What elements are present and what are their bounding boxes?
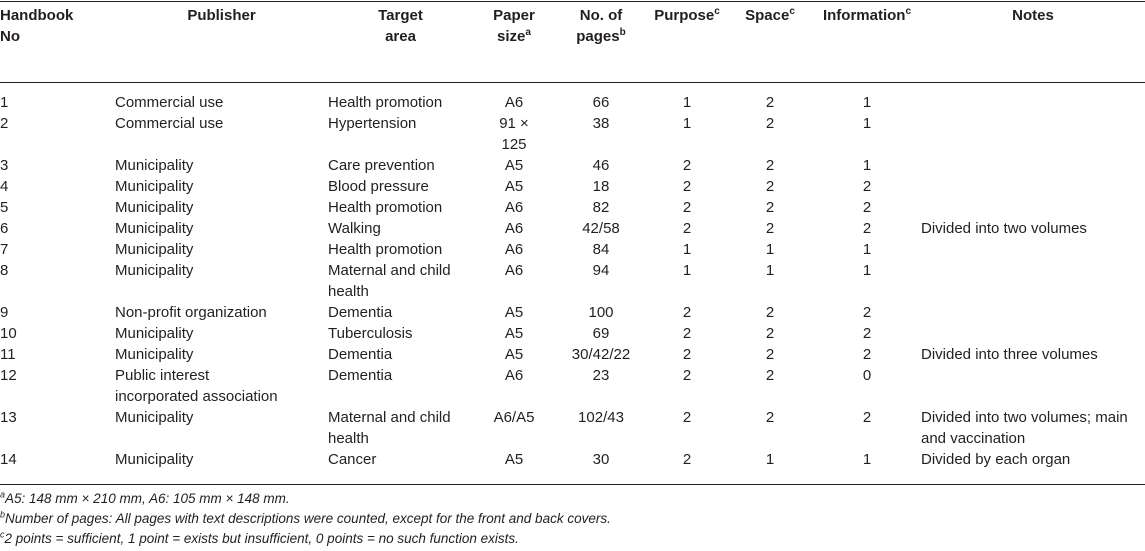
cell-target-area: Dementia	[328, 367, 393, 384]
header-information: Information$^c$	[822, 6, 912, 24]
cell-paper-size: A6	[504, 94, 524, 111]
top-rule	[0, 1, 1145, 2]
header-purpose: Purpose$^c$	[654, 6, 720, 24]
cell-target-area: Cancer	[328, 451, 377, 468]
cell-notes	[921, 260, 1145, 302]
cell-paper-size: A6	[504, 262, 524, 279]
cell-handbook-no: 9	[0, 304, 9, 321]
cell-information: 1	[862, 451, 872, 468]
cell-no-of-pages: 69	[592, 325, 610, 342]
cell-publisher: Municipality	[115, 451, 194, 468]
cell-purpose: 2	[682, 178, 692, 195]
cell-publisher: Municipality	[115, 262, 194, 279]
table-row	[0, 344, 1145, 365]
footnotes	[0, 489, 1145, 549]
cell-purpose: 1	[682, 262, 692, 279]
cell-purpose: 2	[682, 304, 692, 321]
cell-handbook-no: 13	[0, 409, 17, 426]
cell-notes: Divided by each organ	[921, 451, 1071, 468]
cell-target-area: Tuberculosis	[328, 325, 413, 342]
cell-purpose: 1	[682, 241, 692, 258]
cell-space: 1	[765, 262, 775, 279]
cell-space: 2	[765, 325, 775, 342]
cell-purpose: 2	[682, 220, 692, 237]
cell-no-of-pages: 100	[588, 304, 614, 321]
cell-target-area: Health promotion	[328, 94, 443, 111]
cell-space: 2	[765, 157, 775, 174]
cell-no-of-pages: 30/42/22	[571, 346, 631, 363]
cell-target-area: Hypertension	[328, 115, 417, 132]
cell-target-area: Dementia	[328, 346, 393, 363]
cell-information: 1	[862, 115, 872, 132]
cell-notes	[921, 155, 1145, 176]
cell-paper-size: A6	[504, 367, 524, 384]
cell-handbook-no: 8	[0, 262, 9, 279]
cell-no-of-pages: 30	[592, 451, 610, 468]
cell-notes: Divided into two volumes; main and vaccination	[921, 409, 1128, 447]
footnote-a: $^a$A5: 148 mm × 210 mm, A6: 105 mm × 148 mm.	[0, 489, 290, 506]
cell-space: 2	[765, 178, 775, 195]
table-row	[0, 82, 1145, 113]
cell-no-of-pages: 38	[592, 115, 610, 132]
table-row	[0, 197, 1145, 218]
cell-space: 1	[765, 451, 775, 468]
table-row	[0, 113, 1145, 155]
cell-notes	[921, 197, 1145, 218]
cell-space: 2	[765, 367, 775, 384]
cell-handbook-no: 2	[0, 115, 9, 132]
cell-notes: Divided into three volumes	[921, 346, 1098, 363]
cell-information: 2	[862, 409, 872, 426]
cell-no-of-pages: 66	[592, 94, 610, 111]
cell-information: 1	[862, 94, 872, 111]
cell-space: 2	[765, 409, 775, 426]
cell-purpose: 2	[682, 325, 692, 342]
cell-space: 2	[765, 115, 775, 132]
cell-target-area: Maternal and child health	[328, 262, 451, 300]
cell-handbook-no: 3	[0, 157, 9, 174]
footnote-b: $^b$Number of pages: All pages with text descriptions were counted, except for the front and back covers.	[0, 509, 611, 526]
cell-publisher: Municipality	[115, 157, 194, 174]
cell-information: 2	[862, 325, 872, 342]
cell-information: 1	[862, 157, 872, 174]
cell-no-of-pages: 82	[592, 199, 610, 216]
cell-notes: Divided into two volumes	[921, 220, 1087, 237]
table-row	[0, 302, 1145, 323]
cell-purpose: 2	[682, 157, 692, 174]
cell-paper-size: A5	[504, 157, 524, 174]
cell-handbook-no: 7	[0, 241, 9, 258]
cell-handbook-no: 11	[0, 346, 16, 363]
cell-purpose: 1	[682, 94, 692, 111]
cell-handbook-no: 1	[0, 94, 9, 111]
cell-paper-size: A5	[504, 451, 524, 468]
cell-paper-size: A5	[504, 325, 524, 342]
cell-purpose: 2	[682, 409, 692, 426]
cell-information: 1	[862, 262, 872, 279]
cell-target-area: Blood pressure	[328, 178, 429, 195]
cell-handbook-no: 10	[0, 325, 17, 342]
table-row	[0, 218, 1145, 239]
header-paper-size: Paper size$^a$	[493, 7, 535, 45]
table-row	[0, 365, 1145, 407]
header-no-of-pages-sup: b	[619, 27, 626, 38]
cell-information: 0	[862, 367, 872, 384]
table-row	[0, 176, 1145, 197]
cell-notes	[921, 82, 1145, 113]
cell-purpose: 2	[682, 199, 692, 216]
cell-target-area: Dementia	[328, 304, 393, 321]
cell-publisher: Municipality	[115, 220, 194, 237]
header-purpose-sup: c	[714, 6, 720, 17]
cell-space: 2	[765, 346, 775, 363]
header-space: Space$^c$	[745, 6, 795, 24]
cell-information: 2	[862, 199, 872, 216]
cell-no-of-pages: 46	[592, 157, 610, 174]
header-publisher: Publisher	[187, 7, 256, 24]
cell-information: 2	[862, 220, 872, 237]
cell-target-area: Care prevention	[328, 157, 435, 174]
cell-paper-size: A6	[504, 220, 524, 237]
header-information-sup: c	[905, 6, 912, 17]
cell-paper-size: A5	[504, 304, 524, 321]
cell-publisher: Municipality	[115, 241, 194, 258]
table-row	[0, 323, 1145, 344]
bottom-rule	[0, 484, 1145, 485]
cell-notes	[921, 365, 1145, 407]
header-no-of-pages: No. of pages$^b$	[576, 7, 626, 45]
cell-paper-size: A6	[504, 241, 524, 258]
cell-no-of-pages: 102/43	[578, 409, 624, 426]
table-row	[0, 260, 1145, 302]
cell-target-area: Health promotion	[328, 199, 443, 216]
cell-space: 2	[765, 304, 775, 321]
cell-information: 2	[862, 178, 872, 195]
cell-target-area: Maternal and child health	[328, 409, 451, 447]
cell-no-of-pages: 94	[592, 262, 610, 279]
cell-paper-size: A5	[504, 178, 524, 195]
cell-paper-size: A6	[504, 199, 524, 216]
table-row	[0, 449, 1145, 470]
cell-notes	[921, 113, 1145, 155]
header-target-area: Target area	[378, 7, 423, 45]
cell-handbook-no: 5	[0, 199, 9, 216]
cell-handbook-no: 12	[0, 367, 17, 384]
header-row	[0, 5, 1145, 82]
cell-no-of-pages: 84	[592, 241, 610, 258]
cell-publisher: Municipality	[115, 346, 194, 363]
cell-space: 2	[765, 94, 775, 111]
cell-publisher: Municipality	[115, 199, 194, 216]
handbook-table	[0, 5, 1145, 470]
cell-publisher: Municipality	[115, 409, 194, 426]
table-row	[0, 239, 1145, 260]
cell-paper-size: 91 × 125	[499, 115, 529, 153]
header-handbook-no: Handbook No	[0, 7, 74, 45]
cell-information: 1	[862, 241, 872, 258]
cell-purpose: 2	[682, 451, 692, 468]
cell-publisher: Commercial use	[115, 115, 224, 132]
header-paper-size-sup: a	[525, 27, 531, 38]
cell-space: 1	[765, 241, 775, 258]
cell-notes	[921, 323, 1145, 344]
cell-publisher: Public interest incorporated association	[115, 367, 278, 405]
header-space-sup: c	[789, 6, 795, 17]
cell-information: 2	[862, 346, 872, 363]
cell-paper-size: A6/A5	[493, 409, 535, 426]
cell-publisher: Commercial use	[115, 94, 224, 111]
table-row	[0, 407, 1145, 449]
footnote-c: $^c$2 points = sufficient, 1 point = exists but insufficient, 0 points = no such function exists.	[0, 529, 519, 546]
cell-publisher: Non-profit organization	[115, 304, 267, 321]
cell-notes	[921, 302, 1145, 323]
cell-no-of-pages: 23	[592, 367, 610, 384]
cell-no-of-pages: 18	[592, 178, 610, 195]
cell-space: 2	[765, 199, 775, 216]
cell-publisher: Municipality	[115, 178, 194, 195]
cell-paper-size: A5	[504, 346, 524, 363]
cell-purpose: 1	[682, 115, 692, 132]
cell-handbook-no: 6	[0, 220, 9, 237]
cell-target-area: Health promotion	[328, 241, 443, 258]
cell-purpose: 2	[682, 346, 692, 363]
cell-notes	[921, 239, 1145, 260]
cell-space: 2	[765, 220, 775, 237]
cell-handbook-no: 14	[0, 451, 17, 468]
cell-purpose: 2	[682, 367, 692, 384]
cell-information: 2	[862, 304, 872, 321]
cell-handbook-no: 4	[0, 178, 9, 195]
header-notes: Notes	[1012, 7, 1054, 24]
table-row	[0, 155, 1145, 176]
table-body	[0, 82, 1145, 470]
cell-no-of-pages: 42/58	[582, 220, 620, 237]
cell-target-area: Walking	[328, 220, 381, 237]
cell-publisher: Municipality	[115, 325, 194, 342]
cell-notes	[921, 176, 1145, 197]
